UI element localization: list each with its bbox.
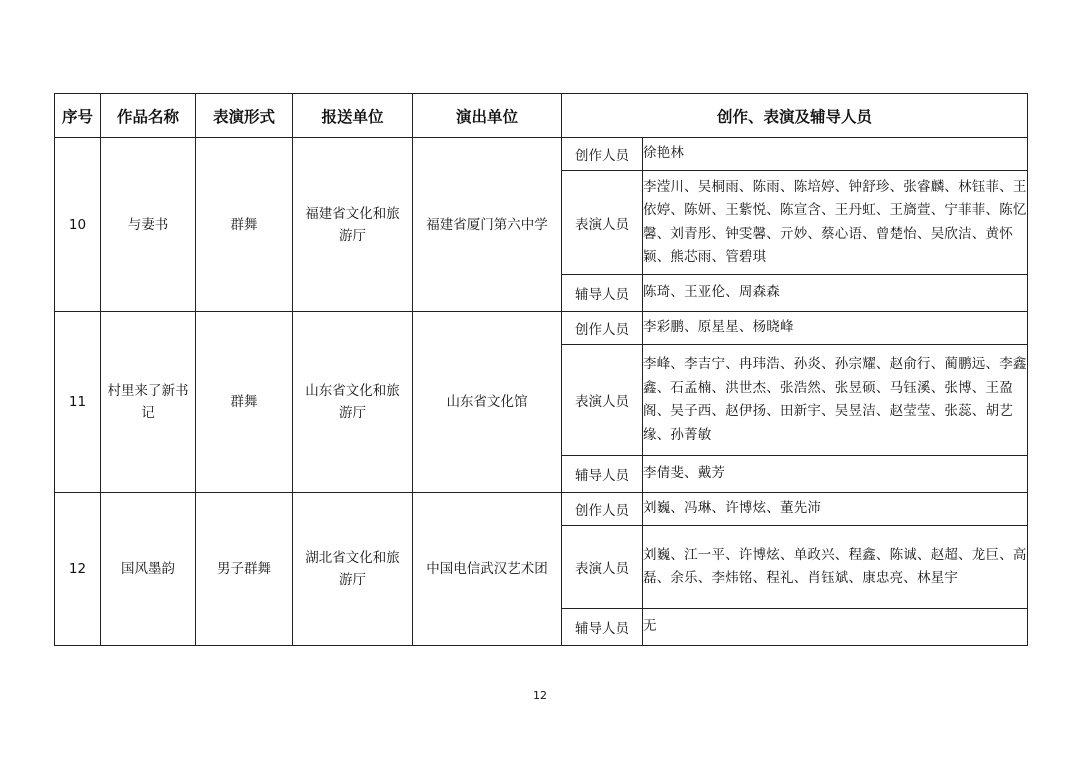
- header-form: 表演形式: [196, 94, 293, 138]
- header-submit-unit: 报送单位: [293, 94, 413, 138]
- row-work: 村里来了新书记: [101, 312, 196, 493]
- row-seq: 12: [55, 493, 101, 646]
- advisors-list: 陈琦、王亚伦、周森森: [643, 275, 1028, 312]
- header-row: [55, 94, 1028, 138]
- advisors-list: 李倩斐、戴芳: [643, 456, 1028, 493]
- creators-list: 刘巍、冯琳、许博炫、董先沛: [643, 493, 1028, 526]
- row-form: 群舞: [196, 312, 293, 493]
- page-number: 12: [533, 689, 547, 702]
- role-creators: 创作人员: [562, 138, 643, 171]
- row-perform-unit: 福建省厦门第六中学: [413, 138, 562, 312]
- row-submit-unit: 山东省文化和旅游厅: [293, 312, 413, 493]
- row-form: 群舞: [196, 138, 293, 312]
- row-work: 与妻书: [101, 138, 196, 312]
- advisors-list: 无: [643, 609, 1028, 646]
- award-table: [54, 93, 1028, 646]
- row-form: 男子群舞: [196, 493, 293, 646]
- header-work: 作品名称: [101, 94, 196, 138]
- role-performers: 表演人员: [562, 526, 643, 609]
- creators-list: 徐艳林: [643, 138, 1028, 171]
- header-seq: 序号: [55, 94, 101, 138]
- performers-list: 李滢川、吴桐雨、陈雨、陈培婷、钟舒珍、张睿麟、林钰菲、王依婷、陈妍、王紫悦、陈宣含、王丹虹、王旖萱、宁菲菲、陈忆馨、刘青彤、钟雯馨、亓妙、蔡心语、曾楚怡、吴欣洁、黄怀颖、熊芯雨、管碧琪: [643, 171, 1028, 275]
- row-seq: 11: [55, 312, 101, 493]
- row-work: 国风墨韵: [101, 493, 196, 646]
- role-advisors: 辅导人员: [562, 456, 643, 493]
- role-advisors: 辅导人员: [562, 609, 643, 646]
- creators-list: 李彩鹏、原星星、杨晓峰: [643, 312, 1028, 345]
- role-creators: 创作人员: [562, 312, 643, 345]
- role-advisors: 辅导人员: [562, 275, 643, 312]
- row-perform-unit: 山东省文化馆: [413, 312, 562, 493]
- performers-list: 李峰、李吉宁、冉玮浩、孙炎、孙宗耀、赵俞行、蔺鹏远、李鑫鑫、石孟楠、洪世杰、张浩然、张昱硕、马钰溪、张博、王盈阁、吴子西、赵伊扬、田新宇、吴昱洁、赵莹莹、张蕊、胡艺缘、孙菁敏: [643, 345, 1028, 456]
- table-row: [55, 312, 1028, 345]
- row-perform-unit: 中国电信武汉艺术团: [413, 493, 562, 646]
- header-perform-unit: 演出单位: [413, 94, 562, 138]
- row-submit-unit: 湖北省文化和旅游厅: [293, 493, 413, 646]
- table-row: [55, 493, 1028, 526]
- row-submit-unit: 福建省文化和旅游厅: [293, 138, 413, 312]
- role-performers: 表演人员: [562, 345, 643, 456]
- performers-list: 刘巍、江一平、许博炫、单政兴、程鑫、陈诚、赵超、龙巨、高磊、余乐、李炜铭、程礼、肖钰斌、康忠亮、林星宇: [643, 526, 1028, 609]
- table-row: [55, 138, 1028, 171]
- role-creators: 创作人员: [562, 493, 643, 526]
- header-staff: 创作、表演及辅导人员: [562, 94, 1028, 138]
- row-seq: 10: [55, 138, 101, 312]
- role-performers: 表演人员: [562, 171, 643, 275]
